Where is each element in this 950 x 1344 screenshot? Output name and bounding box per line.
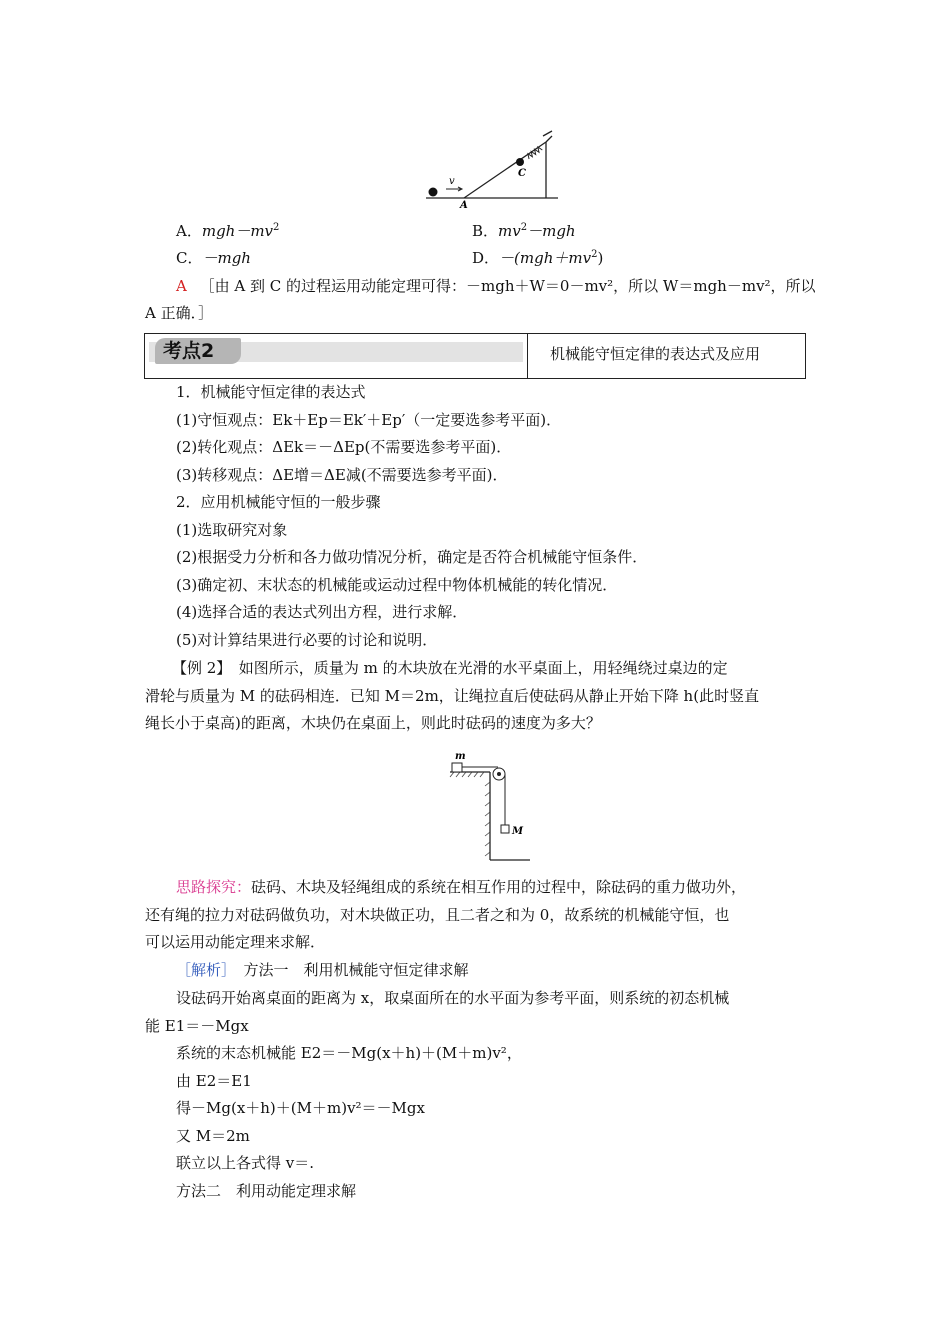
thinking-line2: 还有绳的拉力对砝码做负功，对木块做正功，且二者之和为 0，故系统的机械能守恒，也 xyxy=(145,906,730,924)
solution-tag: ［解析］ xyxy=(176,961,229,979)
solution-line: 联立以上各式得 v＝. xyxy=(176,1154,315,1172)
kaodian-banner xyxy=(145,334,528,378)
thinking-label: 思路探究： xyxy=(176,878,252,896)
solution-line: 由 E2＝E1 xyxy=(176,1072,252,1090)
section2-step: (2)根据受力分析和各力做功情况分析，确定是否符合机械能守恒条件． xyxy=(176,548,648,566)
block-m-label: m xyxy=(455,751,466,762)
section2-step: (5)对计算结果进行必要的讨论和说明． xyxy=(176,631,438,649)
kaodian-title: 机械能守恒定律的表达式及应用 xyxy=(550,345,761,363)
example2-line1: 【例 2】 如图所示，质量为 m 的木块放在光滑的水平桌面上，用轻绳绕过桌边的定 xyxy=(172,659,728,677)
answer-line-2: A 正确．］ xyxy=(145,304,214,322)
table-pulley-figure xyxy=(438,742,538,864)
solution-line: 得－Mg(x＋h)＋(M＋m)v²＝－Mgx xyxy=(176,1099,425,1117)
velocity-label: v xyxy=(449,176,455,187)
example2-line3: 绳长小于桌高)的距离，木块仍在桌面上，则此时砝码的速度为多大？ xyxy=(145,714,601,732)
weight-m-label: M xyxy=(512,826,524,837)
option-b: B．$mv^2-mgh$ xyxy=(472,222,576,240)
section2-step: (1)选取研究对象 xyxy=(176,521,288,539)
solution-method1: ［解析］ 方法一 利用机械能守恒定律求解 xyxy=(176,961,469,979)
option-a: A．$mgh-mv^2$ xyxy=(176,222,280,240)
incline-spring-figure xyxy=(422,128,562,208)
point-c-label: C xyxy=(518,168,526,179)
section2-heading: 2．应用机械能守恒的一般步骤 xyxy=(176,493,381,511)
section1-item1: (1)守恒观点：Ek＋Ep＝Ek′＋Ep′（一定要选参考平面)． xyxy=(176,411,562,429)
kaodian-box xyxy=(144,333,806,379)
section2-step: (4)选择合适的表达式列出方程，进行求解． xyxy=(176,603,468,621)
section1-item2: (2)转化观点：ΔEk＝－ΔEp(不需要选参考平面)． xyxy=(176,438,512,456)
solution-line: 设砝码开始离桌面的距离为 x，取桌面所在的水平面为参考平面，则系统的初态机械 xyxy=(176,989,730,1007)
answer-letter: A xyxy=(176,277,187,295)
solution-method2: 方法二 利用动能定理求解 xyxy=(176,1182,357,1200)
kaodian-label: 考点2 xyxy=(163,340,215,362)
point-a-label: A xyxy=(460,200,468,208)
answer-line-1: A ［由 A 到 C 的过程运用动能定理可得：－mgh＋W＝0－mv²，所以 W＝mgh－mv²，所以 xyxy=(176,277,816,295)
section1-heading: 1．机械能守恒定律的表达式 xyxy=(176,383,366,401)
solution-line: 又 M＝2m xyxy=(176,1127,250,1145)
solution-line: 能 E1＝－Mgx xyxy=(145,1017,249,1035)
section1-item3: (3)转移观点：ΔE增＝ΔE减(不需要选参考平面)． xyxy=(176,466,508,484)
solution-line: 系统的末态机械能 E2＝－Mg(x＋h)＋(M＋m)v²， xyxy=(176,1044,522,1062)
option-d: D．$-(mgh+mv^2)$ xyxy=(472,249,604,267)
thinking-line1: 思路探究：砝码、木块及轻绳组成的系统在相互作用的过程中，除砝码的重力做功外， xyxy=(176,878,747,896)
thinking-line3: 可以运用动能定理来求解． xyxy=(145,933,326,951)
option-c: C．－mgh xyxy=(176,249,251,267)
example2-line2: 滑轮与质量为 M 的砝码相连．已知 M＝2m，让绳拉直后使砝码从静止开始下降 h(此时竖直 xyxy=(145,687,760,705)
section2-step: (3)确定初、末状态的机械能或运动过程中物体机械能的转化情况． xyxy=(176,576,618,594)
